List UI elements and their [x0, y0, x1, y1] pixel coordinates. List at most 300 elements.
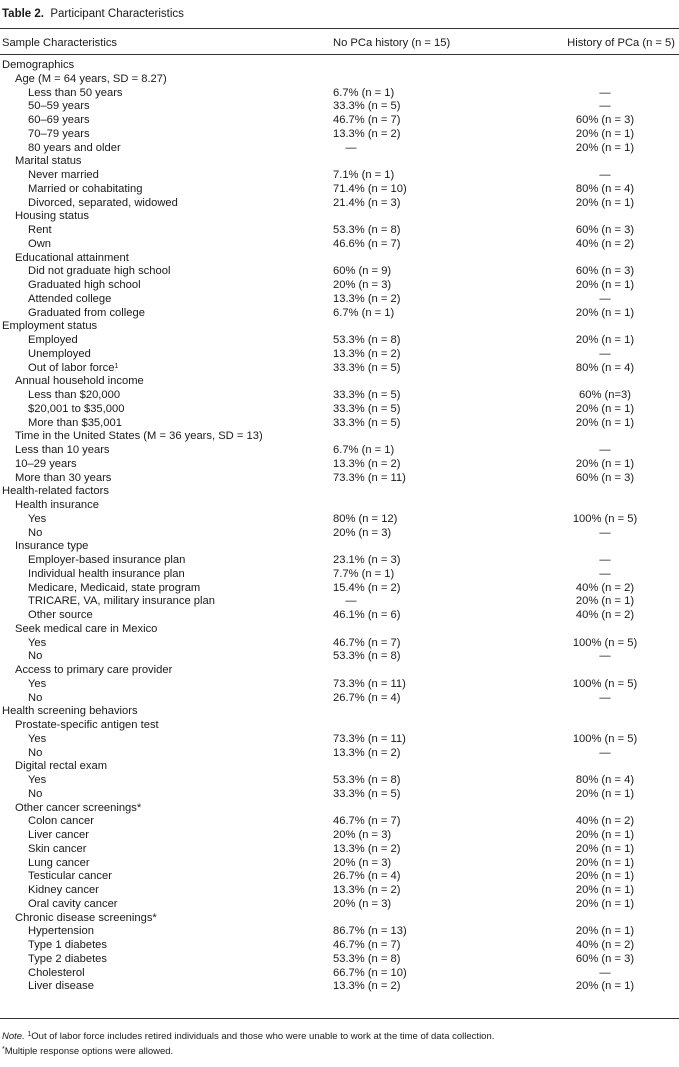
cell-history-of-pca: —	[599, 100, 611, 113]
table-row	[0, 320, 679, 334]
row-label	[15, 155, 82, 169]
table-row	[0, 884, 679, 898]
row-label-text: Cholesterol	[28, 966, 85, 979]
cell-history-of-pca: —	[599, 347, 611, 360]
cell-history-of-pca: 100% (n = 5)	[572, 512, 638, 525]
table-row	[0, 238, 679, 252]
row-label-text: Colon cancer	[28, 815, 94, 828]
row-label	[15, 375, 144, 389]
row-label-text: 50–59 years	[28, 100, 90, 113]
cell-history-of-pca: 40% (n = 2)	[575, 939, 635, 951]
row-label	[28, 582, 200, 596]
cell-no-pca-history: 21.4% (n = 3)	[333, 196, 401, 209]
row-label-text: Unemployed	[28, 347, 91, 360]
cell-history-of-pca: 20% (n = 1)	[575, 402, 635, 415]
row-label	[28, 692, 42, 706]
cell-no-pca-history: 13.3% (n = 2)	[333, 347, 401, 360]
table-row	[0, 747, 679, 761]
footnote-marker: 1	[114, 362, 119, 370]
cell-history-of-pca: 100% (n = 5)	[572, 636, 638, 649]
table-row	[0, 375, 679, 389]
table-row	[0, 705, 679, 719]
cell-no-pca-history: 13.3% (n = 2)	[333, 746, 401, 759]
row-label-text: Yes	[28, 636, 47, 649]
row-label-text: No	[28, 650, 43, 663]
cell-no-pca-history: 33.3% (n = 5)	[333, 787, 401, 800]
row-label-text: Did not graduate high school	[28, 265, 171, 278]
row-label	[28, 224, 52, 238]
row-label	[28, 733, 46, 747]
row-label-text: No	[28, 691, 43, 704]
table-row	[0, 843, 679, 857]
table-row	[0, 568, 679, 582]
table-row	[0, 499, 679, 513]
row-label-text: 60–69 years	[28, 114, 90, 126]
row-label-text: Liver cancer	[28, 829, 89, 841]
cell-no-pca-history: 46.7% (n = 7)	[333, 114, 401, 126]
cell-history-of-pca: 20% (n = 1)	[575, 196, 635, 209]
cell-history-of-pca: 60% (n = 3)	[575, 471, 635, 484]
cell-history-of-pca: 80% (n = 4)	[575, 182, 635, 195]
note1-text: Out of labor force includes retired individuals and those who were unable to work at the time of data collection.	[31, 1031, 495, 1042]
cell-history-of-pca: —	[599, 444, 611, 456]
table-row	[0, 637, 679, 651]
table-row	[0, 183, 679, 197]
row-label	[28, 815, 94, 829]
table-row	[0, 925, 679, 939]
row-label-text: Kidney cancer	[28, 884, 99, 896]
cell-history-of-pca: 20% (n = 1)	[575, 279, 635, 291]
table-row	[0, 334, 679, 348]
cell-history-of-pca: 100% (n = 5)	[572, 732, 638, 745]
row-label-text: Divorced, separated, widowed	[28, 196, 178, 209]
cell-history-of-pca: 20% (n = 1)	[575, 980, 635, 993]
row-label	[28, 747, 42, 761]
row-label	[15, 760, 107, 774]
cell-history-of-pca: 20% (n = 1)	[575, 416, 635, 429]
table-row	[0, 100, 679, 114]
row-label-text: Hypertension	[28, 925, 94, 938]
cell-history-of-pca: 20% (n = 1)	[575, 595, 635, 608]
row-label-text: Demographics	[2, 59, 75, 71]
header-no-pca-history: No PCa history (n = 15)	[333, 37, 451, 49]
cell-history-of-pca: 20% (n = 1)	[575, 925, 635, 938]
row-label-text: Graduated from college	[28, 306, 145, 319]
table-row	[0, 293, 679, 307]
row-label-text: No	[28, 787, 43, 800]
row-label	[28, 939, 107, 953]
table-row	[0, 128, 679, 142]
cell-history-of-pca: —	[599, 86, 611, 99]
cell-history-of-pca: 40% (n = 2)	[575, 237, 635, 250]
table-row	[0, 678, 679, 692]
row-label	[28, 87, 123, 101]
table-title: Participant Characteristics	[50, 8, 184, 20]
cell-no-pca-history: 7.7% (n = 1)	[333, 567, 395, 580]
cell-no-pca-history: 53.3% (n = 8)	[333, 224, 401, 236]
table-row	[0, 870, 679, 884]
table-row	[0, 265, 679, 279]
table-row	[0, 307, 679, 321]
row-label	[28, 898, 118, 912]
row-label-text: Other cancer screenings*	[15, 801, 142, 814]
row-label-text: Medicare, Medicaid, state program	[28, 581, 201, 594]
cell-no-pca-history: 33.3% (n = 5)	[333, 361, 401, 374]
table-row	[0, 664, 679, 678]
cell-history-of-pca: —	[599, 650, 611, 663]
cell-no-pca-history: 46.7% (n = 7)	[333, 939, 401, 951]
row-label	[28, 637, 46, 651]
cell-no-pca-history: 80% (n = 12)	[333, 512, 398, 525]
row-label-text: Less than 10 years	[15, 444, 110, 456]
cell-no-pca-history: 46.1% (n = 6)	[333, 609, 401, 621]
row-label-text: Own	[28, 237, 52, 250]
row-label-text: Liver disease	[28, 980, 94, 993]
cell-history-of-pca: 60% (n = 3)	[575, 952, 635, 965]
note-label: Note.	[2, 1031, 25, 1042]
row-label-text: Annual household income	[15, 375, 144, 388]
row-label	[28, 980, 94, 994]
note-line-2	[2, 1044, 494, 1059]
table-row	[0, 87, 679, 101]
row-label	[28, 678, 46, 692]
row-label-text: Educational attainment	[15, 251, 129, 264]
row-label-text: Housing status	[15, 210, 90, 223]
table-row	[0, 554, 679, 568]
row-label-text: Health insurance	[15, 499, 99, 511]
row-label	[28, 843, 86, 857]
row-label	[28, 953, 107, 967]
row-label-text: Less than $20,000	[28, 389, 121, 401]
row-label-text: Employed	[28, 334, 78, 346]
row-label-text: Employer-based insurance plan	[28, 554, 186, 566]
row-label	[28, 925, 94, 939]
table-row	[0, 224, 679, 238]
table-row	[0, 953, 679, 967]
cell-history-of-pca: 40% (n = 2)	[575, 815, 635, 828]
cell-no-pca-history: 23.1% (n = 3)	[333, 554, 401, 566]
row-label	[28, 183, 142, 197]
table-row	[0, 362, 679, 376]
cell-history-of-pca: —	[599, 526, 611, 539]
row-label-text: Yes	[28, 732, 47, 745]
row-label-text: TRICARE, VA, military insurance plan	[28, 595, 215, 608]
row-label-text: $20,001 to $35,000	[28, 402, 125, 415]
cell-history-of-pca: —	[599, 554, 611, 566]
row-label-text: Married or cohabitating	[28, 182, 143, 195]
row-label	[15, 73, 167, 87]
row-label-text: Other source	[28, 609, 93, 621]
row-label-text: 70–79 years	[28, 127, 90, 140]
row-label-text: More than $35,001	[28, 416, 122, 429]
row-label	[28, 595, 215, 609]
table-row	[0, 155, 679, 169]
table-row	[0, 788, 679, 802]
table-row	[0, 898, 679, 912]
row-label	[28, 334, 78, 348]
row-label-text: Type 2 diabetes	[28, 952, 107, 965]
row-label-text: Graduated high school	[28, 279, 141, 291]
cell-no-pca-history: 71.4% (n = 10)	[333, 182, 407, 195]
cell-no-pca-history: 13.3% (n = 2)	[333, 292, 401, 305]
table-row	[0, 73, 679, 87]
cell-no-pca-history: 73.3% (n = 11)	[333, 471, 406, 484]
row-label	[28, 238, 51, 252]
table-row	[0, 595, 679, 609]
row-label-text: Less than 50 years	[28, 86, 123, 99]
row-label	[28, 870, 112, 884]
table-header	[0, 34, 679, 52]
cell-history-of-pca: 60% (n = 3)	[575, 114, 635, 126]
cell-no-pca-history: 7.1% (n = 1)	[333, 169, 395, 181]
row-label	[15, 444, 110, 458]
row-label	[28, 554, 185, 568]
row-label-text: Health screening behaviors	[2, 705, 138, 718]
cell-history-of-pca: 80% (n = 4)	[575, 361, 635, 374]
row-label	[28, 788, 42, 802]
table-row	[0, 458, 679, 472]
cell-history-of-pca: 20% (n = 1)	[575, 127, 635, 140]
row-label-text: Employment status	[2, 320, 98, 333]
row-label	[15, 252, 129, 266]
row-label-text: Access to primary care provider	[15, 664, 173, 676]
row-label	[15, 458, 77, 472]
table-caption	[0, 6, 679, 23]
row-label	[28, 197, 178, 211]
cell-no-pca-history: 13.3% (n = 2)	[333, 842, 401, 855]
table-row	[0, 815, 679, 829]
row-label	[28, 142, 121, 156]
row-label-text: Attended college	[28, 292, 112, 305]
cell-history-of-pca: 20% (n = 1)	[575, 306, 635, 319]
table-row	[0, 829, 679, 843]
table-row	[0, 650, 679, 664]
table-row	[0, 417, 679, 431]
row-label	[15, 472, 111, 486]
row-label	[15, 540, 88, 554]
cell-history-of-pca: 60% (n = 3)	[575, 265, 635, 278]
row-label	[28, 362, 118, 376]
cell-no-pca-history: 13.3% (n = 2)	[333, 127, 401, 140]
row-label	[28, 609, 93, 623]
row-label-text: Yes	[28, 512, 47, 525]
row-label	[2, 485, 109, 499]
row-label-text: 80 years and older	[28, 141, 121, 154]
row-label-text: Type 1 diabetes	[28, 939, 107, 951]
cell-history-of-pca: 20% (n = 1)	[575, 842, 635, 855]
note-line-1	[2, 1029, 494, 1044]
row-label	[2, 59, 74, 73]
cell-no-pca-history: 15.4% (n = 2)	[333, 581, 401, 594]
row-label	[15, 430, 263, 444]
row-label-text: Out of labor force	[28, 361, 115, 374]
row-label-text: Testicular cancer	[28, 870, 112, 883]
cell-history-of-pca: 20% (n = 1)	[575, 787, 635, 800]
table-row	[0, 582, 679, 596]
cell-history-of-pca: —	[599, 966, 611, 979]
cell-no-pca-history: 20% (n = 3)	[333, 829, 392, 841]
bottom-rule	[0, 1018, 679, 1019]
row-label	[28, 527, 42, 541]
row-label	[28, 774, 46, 788]
table-row	[0, 114, 679, 128]
row-label-text: Chronic disease screenings*	[15, 911, 157, 924]
note1-marker: 1	[27, 1031, 32, 1038]
cell-history-of-pca: 20% (n = 1)	[575, 856, 635, 869]
cell-history-of-pca: —	[599, 169, 611, 181]
cell-no-pca-history: 26.7% (n = 4)	[333, 870, 401, 883]
cell-no-pca-history: 6.7% (n = 1)	[333, 86, 395, 99]
row-label	[28, 568, 185, 582]
table-row	[0, 692, 679, 706]
row-label	[2, 320, 97, 334]
row-label	[15, 664, 172, 678]
row-label-text: Seek medical care in Mexico	[15, 622, 158, 635]
table-row	[0, 142, 679, 156]
table-row	[0, 980, 679, 994]
row-label	[15, 623, 157, 637]
row-label	[28, 348, 91, 362]
row-label-text: No	[28, 526, 43, 539]
row-label	[15, 719, 159, 733]
cell-history-of-pca: 20% (n = 1)	[575, 334, 635, 346]
row-label	[28, 307, 145, 321]
cell-no-pca-history: 33.3% (n = 5)	[333, 402, 401, 415]
row-label	[15, 802, 141, 816]
table-row	[0, 774, 679, 788]
cell-no-pca-history: 13.3% (n = 2)	[333, 884, 401, 896]
table-row	[0, 623, 679, 637]
cell-history-of-pca: 80% (n = 4)	[575, 774, 635, 786]
note2-text: Multiple response options were allowed.	[4, 1046, 174, 1057]
cell-no-pca-history: 46.6% (n = 7)	[333, 237, 401, 250]
row-label-text: Marital status	[15, 155, 82, 168]
cell-history-of-pca: —	[599, 292, 611, 305]
header-history-of-pca: History of PCa (n = 5)	[567, 37, 675, 49]
table-row	[0, 403, 679, 417]
cell-history-of-pca: —	[599, 746, 611, 759]
cell-history-of-pca: 100% (n = 5)	[572, 677, 638, 690]
cell-history-of-pca: 20% (n = 1)	[575, 897, 635, 910]
row-label-text: Insurance type	[15, 540, 89, 553]
cell-no-pca-history: 6.7% (n = 1)	[333, 306, 395, 319]
cell-no-pca-history: 20% (n = 3)	[333, 279, 392, 291]
cell-history-of-pca: 20% (n = 1)	[575, 884, 635, 896]
row-label-text: Yes	[28, 774, 47, 786]
table-row	[0, 939, 679, 953]
cell-history-of-pca: 20% (n = 1)	[575, 829, 635, 841]
row-label-text: No	[28, 746, 43, 759]
row-label	[28, 100, 90, 114]
row-label	[15, 499, 99, 513]
row-label-text: Individual health insurance plan	[28, 567, 185, 580]
cell-no-pca-history: 53.3% (n = 8)	[333, 334, 401, 346]
row-label	[28, 857, 90, 871]
table-row	[0, 210, 679, 224]
table-row	[0, 513, 679, 527]
row-label	[28, 884, 99, 898]
row-label-text: Lung cancer	[28, 856, 90, 869]
cell-no-pca-history: 53.3% (n = 8)	[333, 774, 401, 786]
cell-no-pca-history: 20% (n = 3)	[333, 856, 392, 869]
cell-no-pca-history: 33.3% (n = 5)	[333, 100, 401, 113]
table-row	[0, 527, 679, 541]
table-row	[0, 59, 679, 73]
table-row	[0, 802, 679, 816]
table-row	[0, 760, 679, 774]
table-row	[0, 430, 679, 444]
cell-no-pca-history: 60% (n = 9)	[333, 265, 392, 278]
table-row	[0, 389, 679, 403]
cell-history-of-pca: —	[599, 567, 611, 580]
cell-no-pca-history: 26.7% (n = 4)	[333, 691, 401, 704]
row-label-text: Health-related factors	[2, 485, 109, 498]
cell-no-pca-history: 73.3% (n = 11)	[333, 732, 406, 745]
note2-marker: *	[2, 1046, 5, 1053]
row-label-text: Rent	[28, 224, 52, 236]
row-label-text: Oral cavity cancer	[28, 897, 118, 910]
row-label-text: Prostate-specific antigen test	[15, 719, 159, 731]
row-label-text: Skin cancer	[28, 842, 87, 855]
row-label	[28, 279, 141, 293]
row-label-text: Never married	[28, 169, 99, 181]
row-label-text: More than 30 years	[15, 471, 112, 484]
cell-no-pca-history: 53.3% (n = 8)	[333, 650, 401, 663]
cell-no-pca-history: 73.3% (n = 11)	[333, 677, 406, 690]
row-label	[28, 128, 90, 142]
table-row	[0, 279, 679, 293]
cell-no-pca-history: 46.7% (n = 7)	[333, 636, 401, 649]
cell-no-pca-history: 46.7% (n = 7)	[333, 815, 401, 828]
cell-no-pca-history: 66.7% (n = 10)	[333, 966, 407, 979]
row-label	[28, 403, 124, 417]
header-sample-characteristics: Sample Characteristics	[2, 37, 118, 49]
header-rule	[0, 54, 679, 55]
cell-no-pca-history: 20% (n = 3)	[333, 526, 392, 539]
cell-no-pca-history: 33.3% (n = 5)	[333, 389, 401, 401]
cell-no-pca-history: 53.3% (n = 8)	[333, 952, 401, 965]
cell-no-pca-history: —	[345, 595, 357, 608]
table-row	[0, 169, 679, 183]
table-row	[0, 252, 679, 266]
cell-no-pca-history: 6.7% (n = 1)	[333, 444, 395, 456]
row-label	[28, 650, 42, 664]
cell-no-pca-history: 33.3% (n = 5)	[333, 416, 401, 429]
row-label	[28, 293, 111, 307]
table-row	[0, 719, 679, 733]
top-rule	[0, 28, 679, 29]
row-label	[28, 169, 99, 183]
table-row	[0, 348, 679, 362]
table-notes	[2, 1029, 494, 1059]
cell-history-of-pca: 60% (n = 3)	[575, 224, 635, 236]
cell-history-of-pca: 40% (n = 2)	[575, 609, 635, 621]
table-row	[0, 540, 679, 554]
row-label	[15, 210, 89, 224]
cell-history-of-pca: —	[599, 691, 611, 704]
row-label	[28, 829, 89, 843]
table-label: Table 2.	[2, 8, 44, 20]
cell-history-of-pca: 40% (n = 2)	[575, 581, 635, 594]
table-row	[0, 472, 679, 486]
row-label-text: Yes	[28, 677, 47, 690]
row-label-text: Age (M = 64 years, SD = 8.27)	[15, 72, 167, 85]
cell-history-of-pca: 20% (n = 1)	[575, 457, 635, 470]
row-label-text: Time in the United States (M = 36 years, SD = 13)	[15, 430, 263, 443]
row-label	[28, 389, 120, 403]
row-label	[15, 912, 157, 926]
cell-no-pca-history: 13.3% (n = 2)	[333, 457, 401, 470]
